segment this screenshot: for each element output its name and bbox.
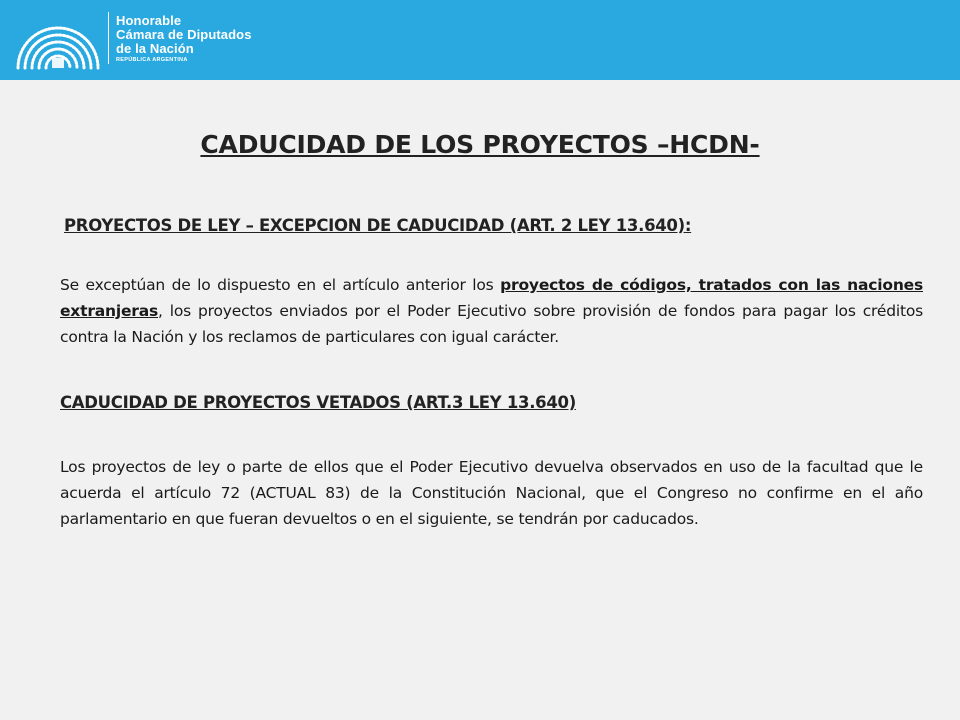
section1-text-before: Se exceptúan de lo dispuesto en el artículo anterior los (60, 276, 501, 294)
logo-wordmark (116, 14, 252, 63)
logo-line-2: Cámara de Diputados (116, 27, 252, 42)
logo-line-1: Honorable (116, 13, 182, 28)
page-title: CADUCIDAD DE LOS PROYECTOS –HCDN- (200, 130, 760, 159)
header-bar (0, 0, 960, 80)
section2-heading: CADUCIDAD DE PROYECTOS VETADOS (ART.3 LEY 13.640) (60, 393, 576, 412)
section1-paragraph (60, 272, 923, 350)
section2-paragraph: Los proyectos de ley o parte de ellos que el Poder Ejecutivo devuelva observados en uso de la facultad que le acuerda el artículo 72 (ACTUAL 83) de la Constitución Nacional, que el Congreso no confirme en el año parlamentario en que fueran devueltos o en el siguiente, se tendrán por caducados. (60, 458, 923, 528)
section1-text-after: , los proyectos enviados por el Poder Ejecutivo sobre provisión de fondos para pagar los créditos contra la Nación y los reclamos de particulares con igual carácter. (60, 302, 923, 346)
logo-line-4: REPÚBLICA ARGENTINA (116, 57, 188, 63)
logo-line-3: de la Nación (116, 41, 194, 56)
logo-divider (108, 12, 109, 64)
section1-emphasis: proyectos de códigos, tratados con las naciones extranjeras (60, 276, 923, 320)
congress-dome-logo (12, 6, 104, 72)
section1-heading: PROYECTOS DE LEY – EXCEPCION DE CADUCIDAD (ART. 2 LEY 13.640): (64, 216, 692, 235)
